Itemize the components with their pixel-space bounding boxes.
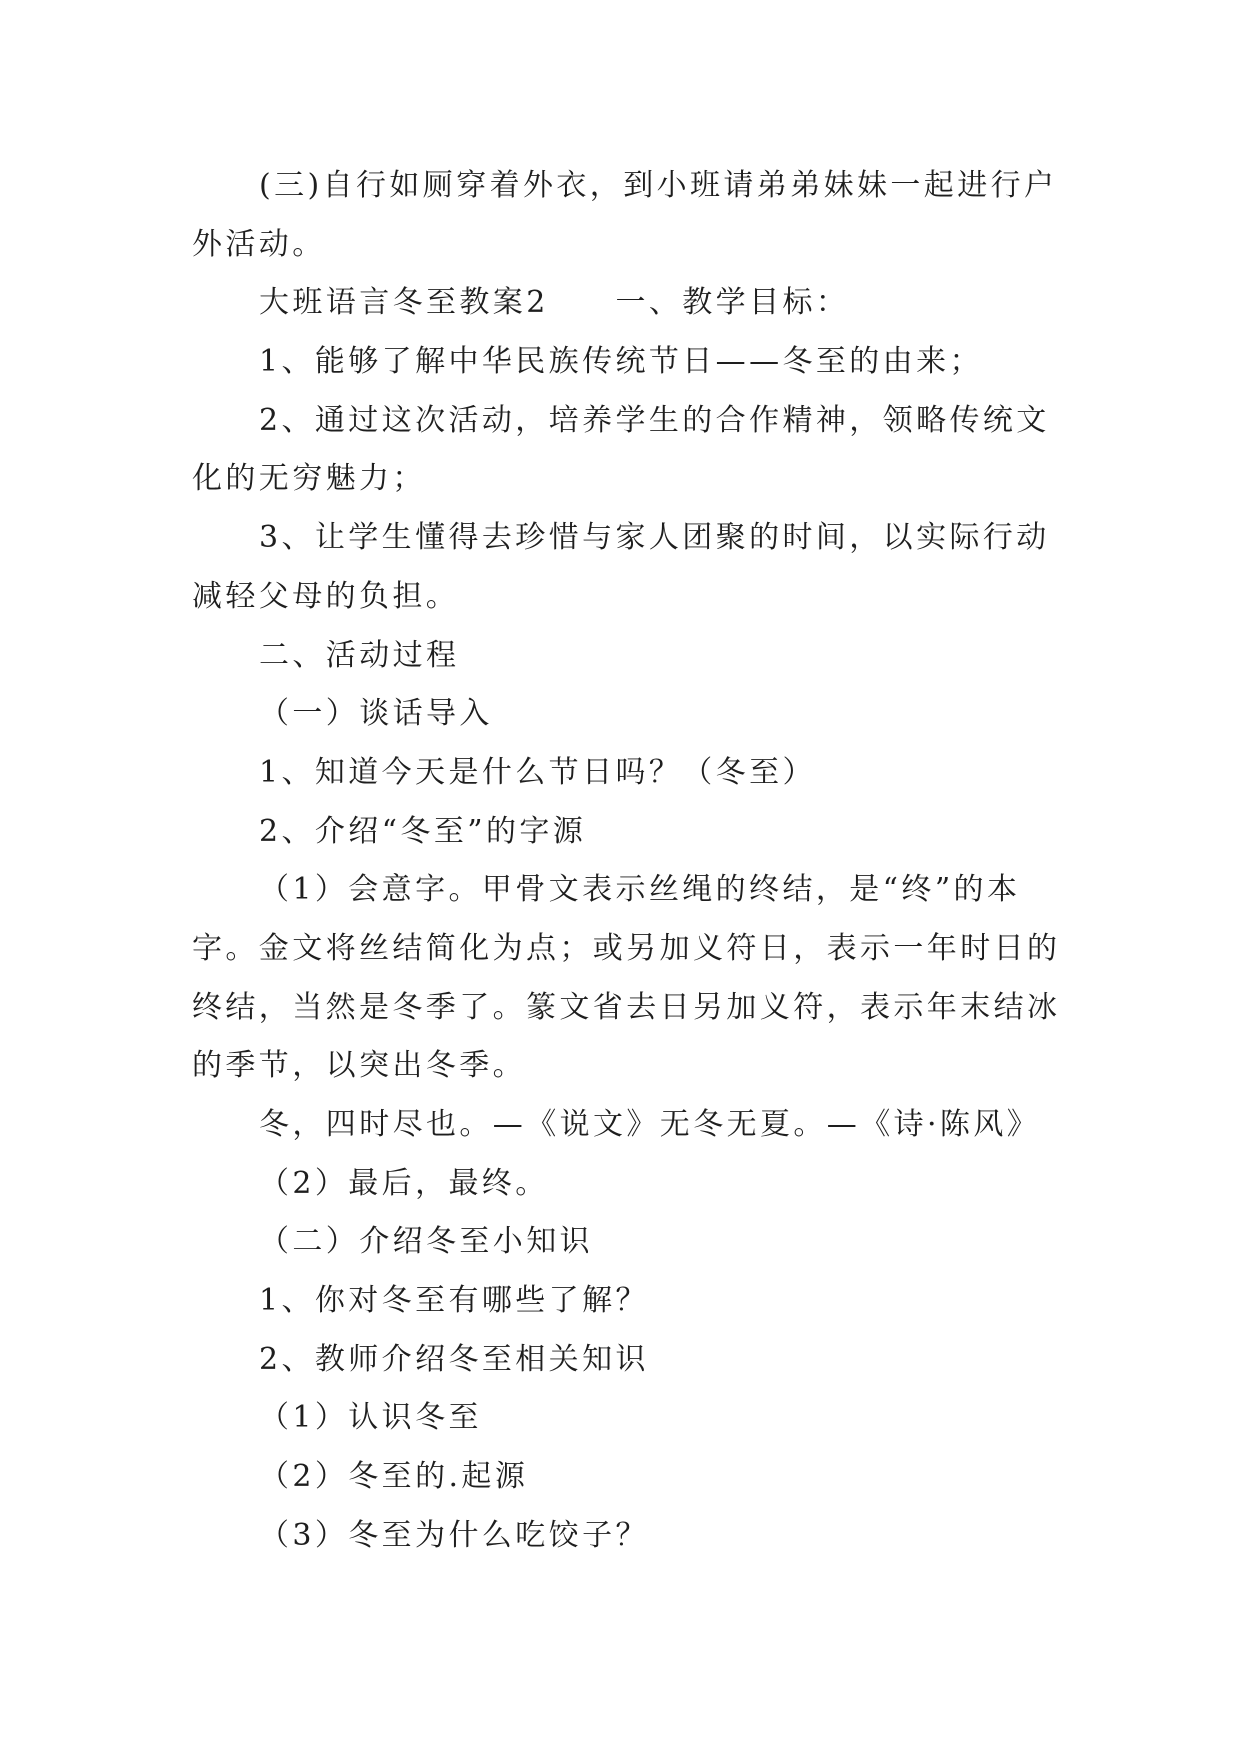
- text-line: 2、教师介绍冬至相关知识: [259, 1341, 649, 1377]
- text-line: （3）冬至为什么吃饺子？: [259, 1517, 649, 1553]
- text-line: 1、知道今天是什么节日吗？（冬至）: [259, 754, 816, 790]
- text-line: 2、介绍“冬至”的字源: [259, 813, 587, 849]
- lesson-heading-line: 大班语言冬至教案2 一、教学目标：: [259, 285, 850, 321]
- text-line: 字。金文将丝结简化为点；或另加义符日，表示一年时日的: [192, 930, 1061, 966]
- text-line: (三)自行如厕穿着外衣，到小班请弟弟妹妹一起进行户: [259, 168, 1058, 203]
- text-line: 减轻父母的负担。: [192, 578, 460, 614]
- text-line: 3、让学生懂得去珍惜与家人团聚的时间，以实际行动: [259, 520, 1050, 556]
- text-line: 2、通过这次活动，培养学生的合作精神，领略传统文: [259, 402, 1050, 438]
- document-body: [192, 157, 1192, 1566]
- subsection-heading-line: （二）介绍冬至小知识: [259, 1224, 593, 1260]
- text-line: 终结，当然是冬季了。篆文省去日另加义符，表示年末结冰: [192, 989, 1061, 1025]
- subsection-heading-line: （一）谈话导入: [259, 696, 493, 732]
- text-line: （2）冬至的.起源: [259, 1459, 529, 1495]
- text-line: 1、你对冬至有哪些了解？: [259, 1283, 649, 1319]
- text-line: 外活动。: [192, 226, 326, 262]
- section-heading-line: 二、活动过程: [259, 637, 460, 673]
- text-line: （2）最后，最终。: [259, 1165, 549, 1201]
- quotation-line: 冬，四时尽也。—《说文》无冬无夏。—《诗·陈风》: [259, 1107, 1041, 1142]
- text-line: （1）认识冬至: [259, 1400, 482, 1436]
- text-line: 1、能够了解中华民族传统节日——冬至的由来；: [259, 344, 983, 380]
- text-line: 化的无穷魅力；: [192, 461, 426, 497]
- text-line: （1）会意字。甲骨文表示丝绳的终结，是“终”的本: [259, 872, 1021, 908]
- text-line: 的季节，以突出冬季。: [192, 1048, 526, 1084]
